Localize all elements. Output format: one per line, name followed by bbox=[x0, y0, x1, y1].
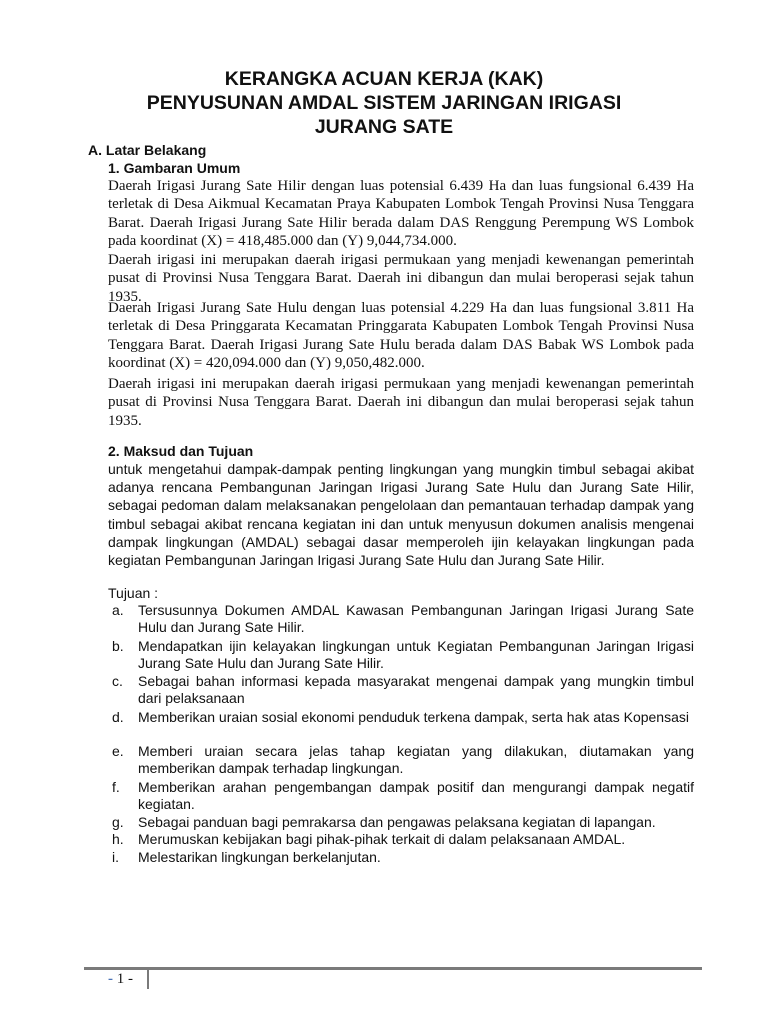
list-marker: f. bbox=[112, 779, 120, 795]
list-item-text: Memberikan arahan pengembangan dampak positif dan mengurangi dampak negatif kegiatan. bbox=[138, 779, 694, 813]
list-item bbox=[112, 814, 694, 831]
maksud-paragraph: untuk mengetahui dampak-dampak penting lingkungan yang mungkin timbul sebagai akibat adanya rencana Pembangunan Jaringan Irigasi Jurang Sate Hulu dan Jurang Sate Hilir, sebagai pedoman dalam melaksanakan pengelolaan dan pemantauan terhadap dampak yang timbul sebagai akibat rencana kegiatan ini dan untuk menyusun dokumen analisis mengenai dampak lingkungan (AMDAL) sebagai dasar memperoleh ijin kelayakan lingkungan pada kegiatan Pembangunan Jaringan Irigasi Jurang Sate Hulu dan Jurang Sate Hilir. bbox=[108, 461, 694, 569]
footer-rule bbox=[84, 967, 702, 970]
list-item bbox=[112, 638, 694, 672]
doc-title-line-2: PENYUSUNAN AMDAL SISTEM JARINGAN IRIGASI bbox=[146, 92, 622, 114]
list-marker: e. bbox=[112, 743, 124, 759]
list-marker: b. bbox=[112, 638, 124, 654]
list-item-text: Memberi uraian secara jelas tahap kegiatan yang dilakukan, diutamakan yang memberikan dampak terhadap lingkungan. bbox=[138, 743, 694, 777]
list-marker: c. bbox=[112, 673, 123, 689]
list-item bbox=[112, 849, 694, 866]
list-item bbox=[112, 709, 694, 726]
footer-divider bbox=[147, 970, 149, 989]
paragraph-hulu-authority: Daerah irigasi ini merupakan daerah irigasi permukaan yang menjadi kewenangan pemerintah pusat di Provinsi Nusa Tenggara Barat. Daerah ini dibangun dan mulai beroperasi sejak tahun 1935. bbox=[108, 376, 694, 429]
list-item-text: Tersusunnya Dokumen AMDAL Kawasan Pembangunan Jaringan Irigasi Jurang Sate Hulu dan Jurang Sate Hilir. bbox=[138, 602, 694, 636]
section-a-heading: A. Latar Belakang bbox=[88, 142, 207, 158]
list-item bbox=[112, 602, 694, 636]
list-item bbox=[112, 673, 694, 707]
paragraph-hilir-authority: Daerah irigasi ini merupakan daerah irigasi permukaan yang menjadi kewenangan pemerintah pusat di Provinsi Nusa Tenggara Barat. Daerah ini dibangun dan mulai beroperasi sejak tahun 1935. bbox=[108, 252, 694, 305]
page-number-dash: - bbox=[108, 971, 113, 987]
list-item-text: Sebagai bahan informasi kepada masyarakat mengenai dampak yang mungkin timbul dari pelaksanaan bbox=[138, 673, 694, 707]
list-marker: g. bbox=[112, 814, 124, 830]
page-number-text: 1 - bbox=[116, 971, 133, 987]
paragraph-hulu-description: Daerah Irigasi Jurang Sate Hulu dengan luas potensial 4.229 Ha dan luas fungsional 3.811 Ha terletak di Desa Pringgarata Kecamatan Pringgarata Kabupaten Lombok Tengah Provinsi Nusa Tenggara Barat. Daerah Irigasi Jurang Sate Hulu berada dalam DAS Babak WS Lombok pada koordinat (X) = 420,094.000 dan (Y) 9,050,482.000. bbox=[108, 300, 694, 371]
list-item bbox=[112, 743, 694, 777]
list-marker: d. bbox=[112, 709, 124, 725]
page-number bbox=[108, 970, 133, 988]
list-item-text: Sebagai panduan bagi pemrakarsa dan pengawas pelaksana kegiatan di lapangan. bbox=[138, 814, 656, 830]
list-item-text: Memberikan uraian sosial ekonomi penduduk terkena dampak, serta hak atas Kopensasi bbox=[138, 709, 689, 725]
list-item bbox=[112, 831, 694, 848]
list-marker: i. bbox=[112, 849, 119, 865]
doc-title-line-3: JURANG SATE bbox=[314, 116, 454, 138]
paragraph-hilir-description: Daerah Irigasi Jurang Sate Hilir dengan luas potensial 6.439 Ha dan luas fungsional 6.439 Ha terletak di Desa Aikmual Kecamatan Praya Kabupaten Lombok Tengah Provinsi Nusa Tenggara Barat. Daerah Irigasi Jurang Sate Hilir berada dalam DAS Renggung Perempung WS Lombok pada koordinat (X) = 418,485.000 dan (Y) 9,044,734.000. bbox=[108, 178, 694, 249]
tujuan-label: Tujuan : bbox=[108, 585, 159, 601]
doc-title-line-1: KERANGKA ACUAN KERJA (KAK) bbox=[224, 68, 544, 90]
list-item-text: Merumuskan kebijakan bagi pihak-pihak terkait di dalam pelaksanaan AMDAL. bbox=[138, 831, 626, 847]
list-marker: a. bbox=[112, 602, 124, 618]
subsection-2-heading: 2. Maksud dan Tujuan bbox=[108, 443, 254, 459]
subsection-1-heading: 1. Gambaran Umum bbox=[108, 160, 241, 176]
list-marker: h. bbox=[112, 831, 124, 847]
list-item bbox=[112, 779, 694, 813]
list-item-text: Mendapatkan ijin kelayakan lingkungan untuk Kegiatan Pembangunan Jaringan Irigasi Jurang Sate Hulu dan Jurang Sate Hilir. bbox=[138, 638, 694, 672]
list-item-text: Melestarikan lingkungan berkelanjutan. bbox=[138, 849, 381, 865]
